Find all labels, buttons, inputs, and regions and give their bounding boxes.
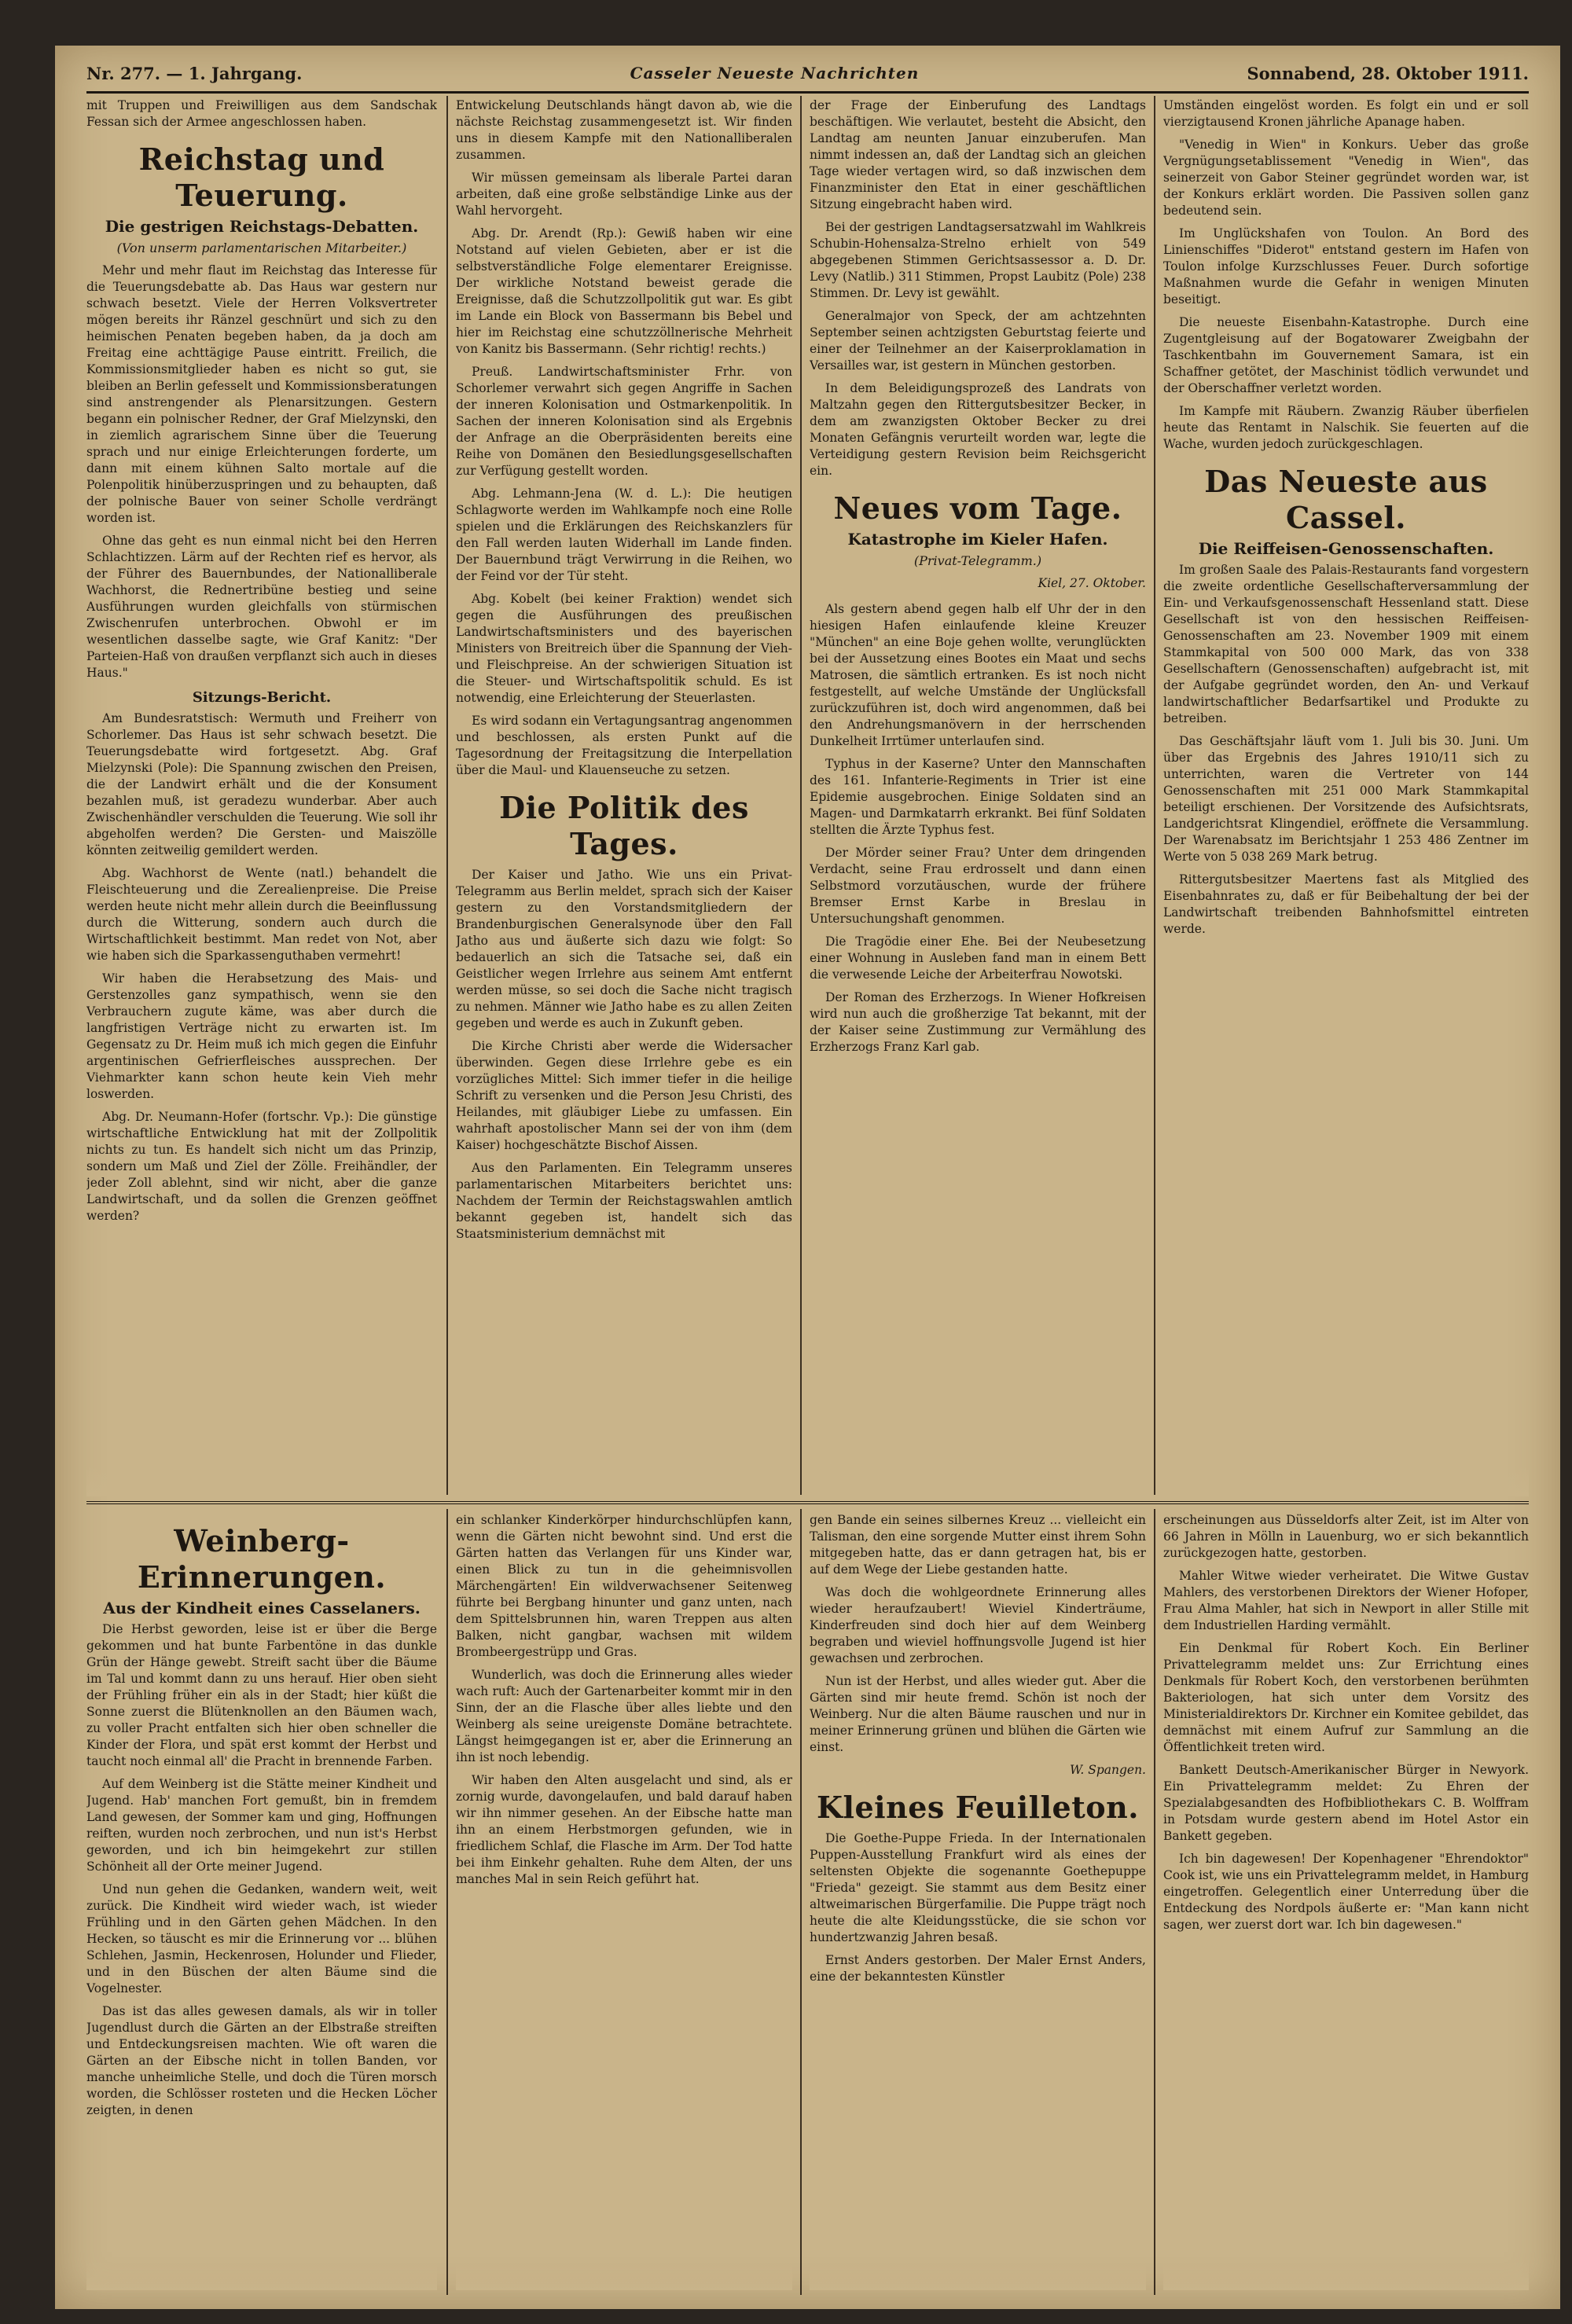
column-fade: [456, 2259, 792, 2290]
column-2: [456, 97, 792, 1496]
paragraph: Ich bin dagewesen! Der Kopenhagener "Ehrendoktor" Cook ist, wie uns ein Privattelegramm meldet, in Hamburg eingetroffen. Gelegentlich einer Unterredung über die Entdeckung des Nordpols äußerte er: "Man kann nicht sagen, wer zuerst dort war. Ich bin dagewesen.": [1163, 1852, 1529, 1932]
paragraph: Umständen eingelöst worden. Es folgt ein und er soll vierzigtausend Kronen jährliche Apanage haben.: [1163, 98, 1529, 129]
paragraph: Die Tragödie einer Ehe. Bei der Neubesetzung einer Wohnung in Ausleben fand man in einem Bett die verwesende Leiche der Arbeiterfrau Nowotski.: [810, 934, 1146, 982]
headline-kleines-feuilleton: Kleines Feuilleton.: [817, 1790, 1139, 1825]
column-fade: [86, 1465, 437, 1496]
paragraph: erscheinungen aus Düsseldorfs alter Zeit, ist im Alter von 66 Jahren in Mölln in Lauenburg, wo er sich bekanntlich zurückgezogen hatte, gestorben.: [1163, 1513, 1529, 1560]
paragraph: Ernst Anders gestorben. Der Maler Ernst Anders, eine der bekanntesten Künstler: [810, 1953, 1146, 1984]
paragraph: Und nun gehen die Gedanken, wandern weit, weit zurück. Die Kindheit wird wieder wach, ist wieder Frühling und in den Gärten gehen Mädchen. In den Hecken, so täuscht es mir die Erinnerung vor ... blühen Schlehen, Jasmin, Heckenrosen, Holunder und Flieder, und in den Büschen der alten Bäume sind die Vogelnester.: [86, 1882, 437, 1995]
paragraph: Wunderlich, was doch die Erinnerung alles wieder wach ruft: Auch der Gartenarbeiter kommt mir in den Sinn, der an die Flasche über alles liebte und den Weinberg als seine ureigenste Domäne betrachtete. Längst heimgegangen ist er, aber die Erinnerung an ihn ist noch lebendig.: [456, 1668, 792, 1764]
paragraph: der Frage der Einberufung des Landtags beschäftigen. Wie verlautet, besteht die Absicht, den Landtag am neunten Januar einzuberufen. Man nimmt indessen an, daß der Landtag sich an gleichen Tage wieder vertagen wird, so daß inzwischen dem Finanzminister den Etat in einer geschäftlichen Sitzung eingebracht haben wird.: [810, 98, 1146, 211]
column-fade: [456, 1465, 792, 1496]
paragraph: Die Goethe-Puppe Frieda. In der Internationalen Puppen-Ausstellung Frankfurt wird als eines der seltensten Objekte die sogenannte Goethepuppe "Frieda" gezeigt. Sie stammt aus dem Besitz einer altweimarischen Bürgerfamilie. Die Puppe trägt noch heute die alte Kleidungsstücke, die sie schon vor hundertzwanzig Jahren besaß.: [810, 1831, 1146, 1944]
paragraph: Wir haben die Herabsetzung des Mais- und Gerstenzolles ganz sympathisch, wenn sie den Verbrauchern zugute käme, was aber durch die langfristigen Verträge nicht zu erwarten ist. Im Gegensatz zu Dr. Heim muß ich mich gegen die Einfuhr argentinischen Gefrierfleisches aussprechen. Der Viehmarkter kann schon heute kein Vieh mehr loswerden.: [86, 971, 437, 1101]
paragraph: Typhus in der Kaserne? Unter den Mannschaften des 161. Infanterie-Regiments in Trier ist eine Epidemie ausgebrochen. Einige Soldaten sind an Magen- und Darmkatarrh erkrankt. Bei fünf Soldaten stellten die Ärzte Typhus fest.: [810, 757, 1146, 837]
subheadline: Die Reiffeisen-Genossenschaften.: [1198, 539, 1494, 558]
paragraph: Wir haben den Alten ausgelacht und sind, als er zornig wurde, davongelaufen, und bald darauf haben wir ihn nimmer gesehen. An der Eibsche hatte man ihn an einem Herbstmorgen gefunden, wie in friedlichem Schlaf, die Flasche im Arm. Der Tod hatte bei ihm Einkehr gehalten. Ruhe dem Alten, der uns manches Mal in sein Reich geführt hat.: [456, 1773, 792, 1886]
paragraph: Die neueste Eisenbahn-Katastrophe. Durch eine Zugentgleisung auf der Bogatowarer Zweigbahn der Taschkentbahn im Gouvernement Samara, ist ein Schaffner getötet, der Maschinist tödlich verwundet und der Oberschaffner verletzt worden.: [1163, 315, 1529, 395]
paragraph: Generalmajor von Speck, der am achtzehnten September seinen achtzigsten Geburtstag feierte und einer der Teilnehmer an der Kaiserproklamation in Versailles war, ist gestern in München gestorben.: [810, 309, 1146, 373]
feuilleton-column-1: [86, 1512, 437, 2290]
paragraph: Die Herbst geworden, leise ist er über die Berge gekommen und hat bunte Farbentöne in das dunkle Grün der Hänge gewebt. Streift sacht über die Bäume im Tal und kommt dann zu uns herauf. Hier oben sieht der Frühling früher ein als in der Stadt; hier küßt die Sonne zuerst die Blütenknollen an den Bäumen wach, zu voller Pracht entfalten sich hier oben schneller die Kinder der Flora, und spät erst kommt der Herbst und taucht noch einmal all' die Pracht in brennende Farben.: [86, 1622, 437, 1768]
paragraph: ein schlanker Kinderkörper hindurchschlüpfen kann, wenn die Gärten nicht bewohnt sind. Und erst die Gärten hatten das Verlangen für uns Kinder war, einen Blick zu tun in die geheimnisvollen Märchengärten! Ein wildverwachsener Seitenweg führte bei Bergbang hinunter und ganz unten, nach dem Spittelsbrunnen hin, waren Treppen aus alten Balken, nicht gangbar, wachsen mit wildem Brombeergestrüpp und Gras.: [456, 1513, 792, 1659]
column-rule: [1154, 1509, 1155, 2295]
paragraph: Es wird sodann ein Vertagungsantrag angenommen und beschlossen, als ersten Punkt auf die Tagesordnung der Freitagsitzung die Interpellation über die Maul- und Klauenseuche zu setzen.: [456, 714, 792, 777]
issue-date: Sonnabend, 28. Oktober 1911.: [1247, 63, 1529, 83]
paragraph: Abg. Wachhorst de Wente (natl.) behandelt die Fleischteuerung und die Zerealienpreise. Die Preise werden heute nicht mehr allein durch die Beeinflussung durch die Witterung, sondern auch durch die Wirtschaftlichkeit bestimmt. Man redet von Not, aber wie haben sich die Sparkassenguthaben vermehrt!: [86, 866, 437, 963]
author-signature: W. Spangen.: [1070, 1763, 1146, 1777]
paragraph: Auf dem Weinberg ist die Stätte meiner Kindheit und Jugend. Hab' manchen Fort gemußt, bin in fremdem Land gewesen, der Sommer kam und ging, Hoffnungen reiften, wurden noch zerbrochen, und nun ist's Herbst geworden, und ich bin heimgekehrt zur stillen Schönheit all der Orte meiner Jugend.: [86, 1777, 437, 1874]
column-fade: [1163, 1465, 1529, 1496]
paragraph: Was doch die wohlgeordnete Erinnerung alles wieder heraufzaubert! Wieviel Kinderträume, Kinderfreuden sind doch hier auf dem Weinberg begraben und wieviel hoffnungsvolle Jugend ist hier gewachsen und zerbrochen.: [810, 1585, 1146, 1665]
paragraph: Nun ist der Herbst, und alles wieder gut. Aber die Gärten sind mir heute fremd. Schön ist noch der Weinberg. Nur die alten Bäume rauschen und nur in meiner Erinnerung grünen und blühen die Gärten wie einst.: [810, 1674, 1146, 1754]
column-rule: [1154, 96, 1155, 1495]
column-fade: [1163, 2259, 1529, 2290]
paragraph: Abg. Kobelt (bei keiner Fraktion) wendet sich gegen die Ausführungen des preußischen Landwirtschaftsministers und des bayerischen Ministers von Breitreich über die Spannung der Vieh- und Fleischpreise. An der schwierigen Situation ist die Steuer- und Wirtschaftspolitik schuld. Es ist notwendig, eine Erleichterung der Steuerlasten.: [456, 592, 792, 705]
headline-weinberg: Weinberg-Erinnerungen.: [137, 1523, 387, 1595]
paragraph: Ohne das geht es nun einmal nicht bei den Herren Schlachtizzen. Lärm auf der Rechten rief es hervor, als der Führer des Bauernbundes, der Nationalliberale Wachhorst, die Rednertribüne bestieg und seine Ausführungen wurden gleichfalls von stürmischen Zwischenrufen unterbrochen. Obwohl er im wesentlichen dasselbe sagte, wie Graf Kanitz: "Der Parteien-Haß von draußen verpflanzt sich auch in dieses Haus.": [86, 534, 437, 680]
paragraph: Entwickelung Deutschlands hängt davon ab, wie die nächste Reichstag zusammengesetzt ist. Wir finden uns in diesem Kampfe mit den Nationalliberalen zusammen.: [456, 98, 792, 162]
column-fade: [810, 1465, 1146, 1496]
column-rule: [800, 96, 802, 1495]
page-header: [86, 55, 1529, 94]
paragraph: Abg. Dr. Neumann-Hofer (fortschr. Vp.): Die günstige wirtschaftliche Entwicklung hat mit der Zollpolitik nichts zu tun. Es handelt sich nicht um das Prinzip, sondern um Maß und Ziel der Zölle. Freihändler, der jeder Zoll ablehnt, sind wir nicht, aber die ganze Landwirtschaft, und da sollen die Grenzen geöffnet werden?: [86, 1110, 437, 1223]
issue-number: Nr. 277. — 1. Jahrgang.: [86, 63, 303, 83]
paragraph: In dem Beleidigungsprozeß des Landrats von Maltzahn gegen den Rittergutsbesitzer Becker, in dem am zwanzigsten Oktober Becker zu drei Monaten Gefängnis verurteilt worden war, legte die Verteidigung gestern Revision beim Reichsgericht ein.: [810, 381, 1146, 478]
paragraph: Der Kaiser und Jatho. Wie uns ein Privat-Telegramm aus Berlin meldet, sprach sich der Kaiser gestern zu den Vorstandsmitgliedern der Brandenburgischen Generalsynode über den Fall Jatho aus und äußerte sich dazu wie folgt: So bedauerlich an sich die Tatsache sei, daß ein Geistlicher wegen Irrlehre aus seinem Amt entfernt werden müsse, so sei doch die Sache nicht tragisch zu nehmen. Männer wie Jatho habe es zu allen Zeiten gegeben und werde es auch in Zukunft geben.: [456, 868, 792, 1030]
column-3: [810, 97, 1146, 1496]
feuilleton-column-4: [1163, 1512, 1529, 2290]
headline-politik: Die Politik des Tages.: [499, 790, 749, 861]
paragraph: Das ist das alles gewesen damals, als wir in toller Jugendlust durch die Gärten an der Elbstraße streiften und Entdeckungsreisen machten. Wie oft waren die Gärten an der Eibsche nicht in tollen Banden, vor manche unheimliche Stelle, und doch die Türen morsch worden, die Schlösser rosteten und die Hecken Löcher zeigten, in denen: [86, 2004, 437, 2117]
feuilleton-column-2: [456, 1512, 792, 2290]
paragraph: Bei der gestrigen Landtagsersatzwahl im Wahlkreis Schubin-Hohensalza-Strelno erhielt von 549 abgegebenen Stimmen Gerichtsassessor a. D. Dr. Levy (Natlib.) 311 Stimmen, Propst Laubitz (Pole) 238 Stimmen. Dr. Levy ist gewählt.: [810, 220, 1146, 300]
paragraph: Wir müssen gemeinsam als liberale Partei daran arbeiten, daß eine große selbständige Linke aus der Wahl hervorgeht.: [456, 171, 792, 218]
paragraph: gen Bande ein seines silbernes Kreuz ... vielleicht ein Talisman, den eine sorgende Mutter einst ihrem Sohn mitgegeben hatte, das er dann getragen hat, bis er auf dem Wege der Liebe gestanden hatte.: [810, 1513, 1146, 1577]
paragraph: "Venedig in Wien" in Konkurs. Ueber das große Vergnügungsetablissement "Venedig in Wien", das seinerzeit von Gabor Steiner gegründet worden war, ist der Konkurs erklärt worden. Die Passiven sollen ganz bedeutend sein.: [1163, 138, 1529, 218]
paragraph: Im großen Saale des Palais-Restaurants fand vorgestern die zweite ordentliche Gesellschafterversammlung der Ein- und Verkaufsgenossenschaft Hessenland statt. Diese Gesellschaft ist von den hessischen Reiffeisen-Genossenschaften am 23. November 1909 mit einem Stammkapital von 500 000 Mark, das von 338 Gesellschaftern (Genossenschaften) aufgebracht ist, mit der Aufgabe gegründet worden, den An- und Verkauf landwirtschaftlicher Bedarfsartikel und Produkte zu betreiben.: [1163, 563, 1529, 725]
paragraph: Am Bundesratstisch: Wermuth und Freiherr von Schorlemer. Das Haus ist sehr schwach besetzt. Die Teuerungsdebatte wird fortgesetzt. Abg. Graf Mielzynski (Pole): Die Spannung zwischen den Preisen, die der Landwirt erhält und die der Konsument bezahlen muß, ist geradezu wunderbar. Aber auch Zwischenhändler verschulden die Teuerung. Wie soll ihr abgeholfen werden? Die Gersten- und Maiszölle könnten zeitweilig gemildert werden.: [86, 711, 437, 857]
paragraph: Abg. Lehmann-Jena (W. d. L.): Die heutigen Schlagworte werden im Wahlkampfe noch eine Rolle spielen und die Erklärungen des Reichskanzlers für den Fall werden lauten Widerhall im Lande finden. Der Bauernbund trägt Verwirrung in die Reihen, wo der Feind vor der Tür steht.: [456, 486, 792, 583]
paragraph: Die Kirche Christi aber werde die Widersacher überwinden. Gegen diese Irrlehre gebe es ein vorzügliches Mittel: Sich immer tiefer in die heilige Schrift zu versenken und die Person Jesu Christi, des Heilandes, mit gläubiger Liebe zu umfassen. Ein wahrhaft apostolischer Mann sei der von ihm (dem Kaiser) hochgeschätzte Bischof Aissen.: [456, 1039, 792, 1152]
paragraph: Ein Denkmal für Robert Koch. Ein Berliner Privattelegramm meldet uns: Zur Errichtung eines Denkmals für Robert Koch, den verstorbenen berühmten Bakteriologen, hat sich unter dem Vorsitz des Ministerialdirektors Dr. Kirchner ein Komitee gebildet, das demnächst mit einem Aufruf zur Sammlung an die Öffentlichkeit treten wird.: [1163, 1641, 1529, 1754]
column-rule: [446, 1509, 448, 2295]
column-fade: [86, 2259, 437, 2290]
subheadline: Die gestrigen Reichstags-Debatten.: [105, 217, 419, 236]
column-fade: [810, 2259, 1146, 2290]
section-divider: [86, 1501, 1529, 1504]
headline-neues-vom-tage: Neues vom Tage.: [833, 490, 1122, 526]
column-4: [1163, 97, 1529, 1496]
paragraph: Preuß. Landwirtschaftsminister Frhr. von Schorlemer verwahrt sich gegen Angriffe in Sachen der inneren Kolonisation und Ostmarkenpolitik. In Sachen der inneren Kolonisation sind als Ergebnis der Anfrage an die Oberpräsidenten bereits eine Reihe von Domänen den Besiedlungsgesellschaften zur Verfügung gestellt worden.: [456, 365, 792, 478]
article-lead: mit Truppen und Freiwilligen aus dem Sandschak Fessan sich der Armee angeschlossen haben.: [86, 98, 437, 129]
subheadline: Katastrophe im Kieler Hafen.: [847, 530, 1108, 549]
column-rule: [446, 96, 448, 1495]
paragraph: Im Unglückshafen von Toulon. An Bord des Linienschiffes "Diderot" entstand gestern im Hafen von Toulon infolge Kurzschlusses Feuer. Durch sofortige Maßnahmen wurde die Gefahr in wenigen Minuten beseitigt.: [1163, 226, 1529, 307]
newspaper-page: [55, 46, 1560, 2309]
byline: (Von unserm parlamentarischen Mitarbeiter.): [116, 240, 407, 255]
paragraph: Bankett Deutsch-Amerikanischer Bürger in Newyork. Ein Privattelegramm meldet: Zu Ehren der Spezialabgesandten des Hofbibliothekars C. B. Wolffram in Potsdam wurde gestern abend im Hotel Astor ein Bankett gegeben.: [1163, 1763, 1529, 1843]
paragraph: Das Geschäftsjahr läuft vom 1. Juli bis 30. Juni. Um über das Ergebnis des Jahres 1910/11 sich zu unterrichten, waren die Vertreter von 144 Genossenschaften mit 251 000 Mark Stammkapital beteiligt erschienen. Der Vorsitzende des Aufsichtsrats, Landgerichtsrat Klingendiel, eröffnete die Versammlung. Der Warenabsatz im Berichtsjahr 1 253 486 Zentner im Werte von 5 038 269 Mark betrug.: [1163, 734, 1529, 864]
headline-reichstag: Reichstag und Teuerung.: [138, 141, 385, 213]
subheadline: Aus der Kindheit eines Casselaners.: [103, 1599, 421, 1617]
feuilleton-column-3: [810, 1512, 1146, 2290]
byline: (Privat-Telegramm.): [913, 553, 1042, 568]
paragraph: Rittergutsbesitzer Maertens fast als Mitglied des Eisenbahnrates zu, daß er für Beibehaltung der bei der Landwirtschaft treibenden Bahnhofsmittel eintreten werde.: [1163, 872, 1529, 936]
paragraph: Als gestern abend gegen halb elf Uhr der in den hiesigen Hafen einlaufende kleine Kreuzer "München" an eine Boje gehen wollte, verunglückten bei der Aussetzung eines Bootes ein Maat und sechs Matrosen, die sämtlich ertranken. Es ist noch nicht festgestellt, auf welche Umstände der Unglücksfall zurückzuführen ist, doch wird angenommen, daß bei den Andrehungsmanövern in der herrschenden Dunkelheit Irrtümer unterlaufen sind.: [810, 602, 1146, 748]
paragraph: Der Mörder seiner Frau? Unter dem dringenden Verdacht, seine Frau erdrosselt und dann einen Selbstmord vorzutäuschen, wurde der frühere Bremser Ernst Karbe in Breslau in Untersuchungshaft genommen.: [810, 846, 1146, 926]
paragraph: Aus den Parlamenten. Ein Telegramm unseres parlamentarischen Mitarbeiters berichtet uns: Nachdem der Termin der Reichstagswahlen amtlich bekannt gegeben ist, handelt sich das Staatsministerium demnächst mit: [456, 1161, 792, 1241]
paragraph: Mehr und mehr flaut im Reichstag das Interesse für die Teuerungsdebatte ab. Das Haus war gestern nur schwach besetzt. Viele der Herren Volksvertreter mögen bereits ihr Ränzel geschnürt und sich zu den heimischen Penaten begeben haben, da ja doch am Freitag eine achttägige Pause eintritt. Freilich, die Kommissionsmitglieder haben es nicht so gut, sie bleiben an Berlin gefesselt und Kommissionsberatungen sind anstrengender als Plenarsitzungen. Gestern begann ein polnischer Redner, der Graf Mielzynski, den in ziemlich agrarischem Sinne über die Teuerung sprach und nur einige Erleichterungen forderte, um dann mit einem kühnen Salto mortale auf die Polenpolitik hinüberzuspringen und zu behaupten, daß der polnische Bauer von seiner Scholle verdrängt worden ist.: [86, 263, 437, 525]
paragraph: Im Kampfe mit Räubern. Zwanzig Räuber überfielen heute das Rentamt in Nalschik. Sie feuerten auf die Wache, wurden jedoch zurückgeschlagen.: [1163, 404, 1529, 451]
dateline: Kiel, 27. Oktober.: [1038, 576, 1146, 590]
masthead: Casseler Neueste Nachrichten: [630, 64, 920, 83]
paragraph: Der Roman des Erzherzogs. In Wiener Hofkreisen wird nun auch die großherzige Tat bekannt, mit der der Kaiser seine Zustimmung zur Vermählung des Erzherzogs Franz Karl gab.: [810, 990, 1146, 1054]
section-heading: Sitzungs-Bericht.: [192, 689, 332, 706]
paragraph: Abg. Dr. Arendt (Rp.): Gewiß haben wir eine Notstand auf vielen Gebieten, aber er ist die selbstverständliche Folge elementarer Ereignisse. Der wirkliche Notstand beweist gerade die Ereignisse, daß die Schutzzollpolitik gut war. Es gibt im Lande ein Block von Bassermann bis Bebel und hier im Reichstag eine schutzzöllnerische Mehrheit von Kanitz bis Bassermann. (Sehr richtig! rechts.): [456, 226, 792, 356]
column-rule: [800, 1509, 802, 2295]
paragraph: Mahler Witwe wieder verheiratet. Die Witwe Gustav Mahlers, des verstorbenen Direktors der Wiener Hofoper, Frau Alma Mahler, hat sich in Newport in aller Stille mit dem Industriellen Harding vermählt.: [1163, 1569, 1529, 1632]
column-1: [86, 97, 437, 1496]
headline-cassel: Das Neueste aus Cassel.: [1204, 464, 1488, 535]
